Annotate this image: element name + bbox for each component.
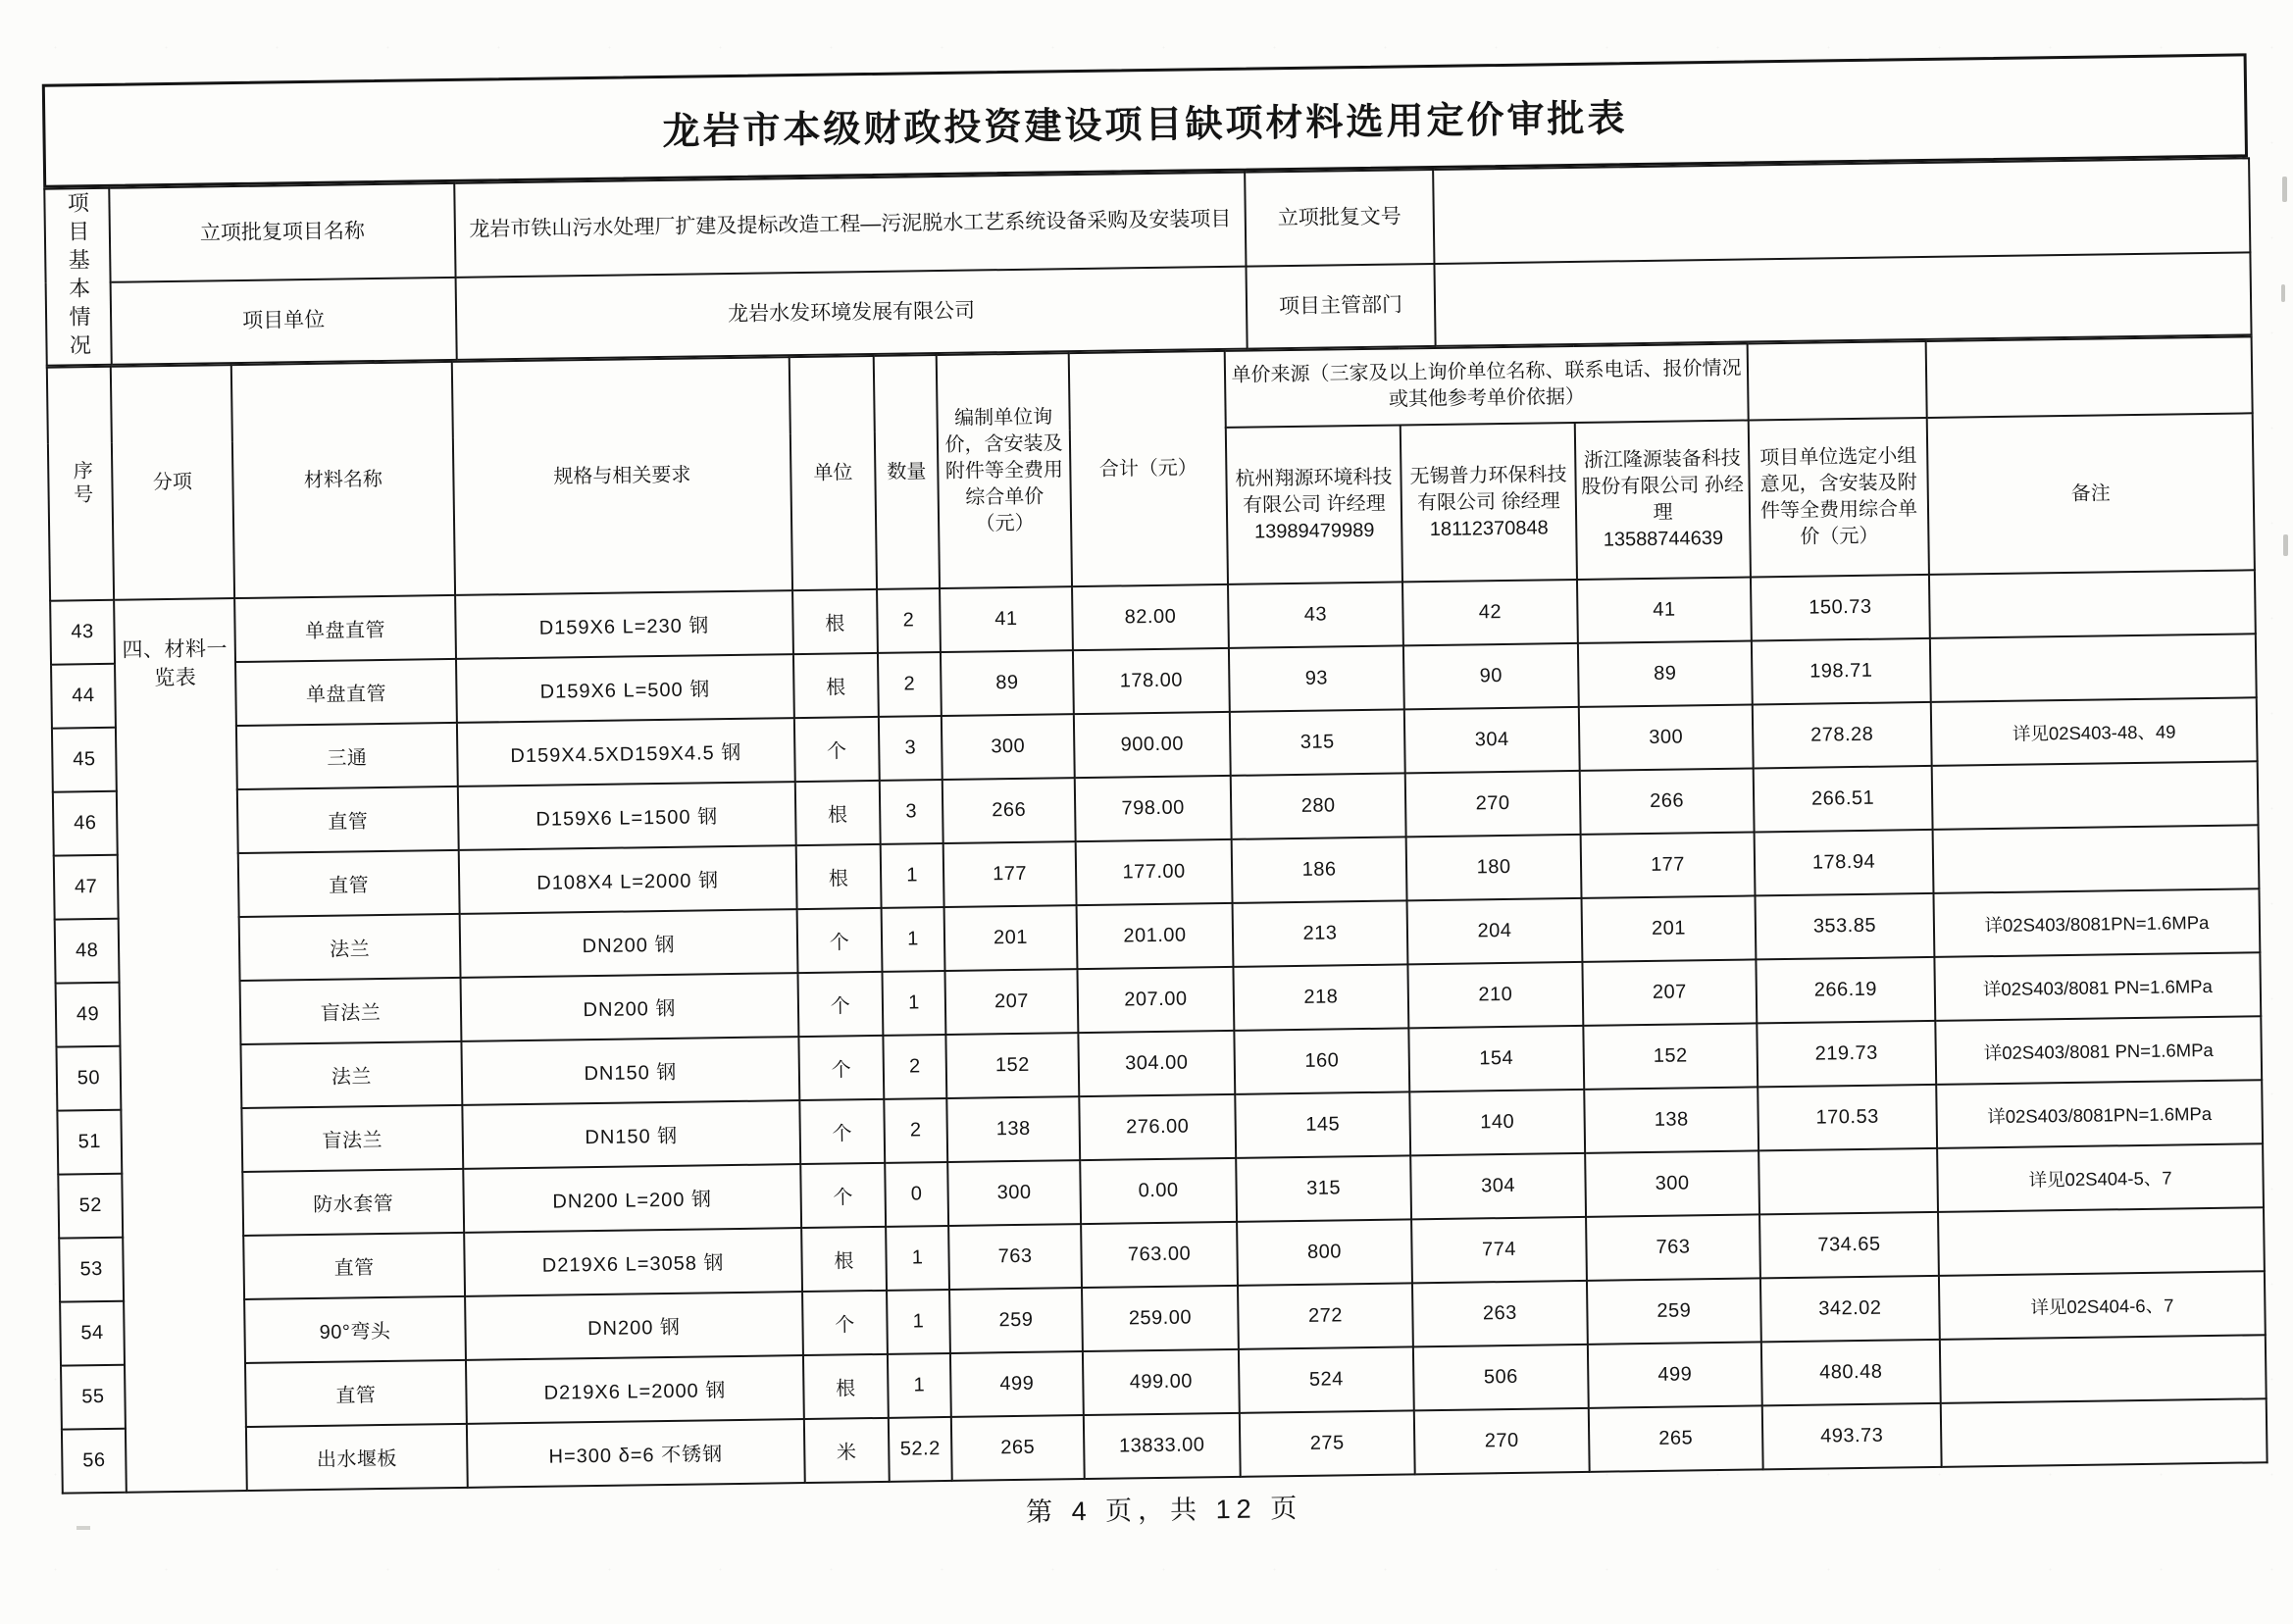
- cell-selected: 493.73: [1762, 1403, 1942, 1470]
- cell-unit: 根: [796, 844, 882, 909]
- scan-artifact: [2283, 534, 2288, 556]
- cell-name: 法兰: [239, 914, 461, 981]
- cell-quote1: 315: [1236, 1155, 1411, 1221]
- cell-quote1: 145: [1235, 1091, 1410, 1157]
- cell-selected: [1758, 1148, 1938, 1215]
- vendor-3-phone: 13588744639: [1603, 527, 1724, 551]
- approval-form: [42, 53, 2268, 1542]
- cell-unit-price: 300: [947, 1160, 1081, 1226]
- cell-quote3: 300: [1579, 704, 1754, 770]
- cell-selected: 150.73: [1751, 575, 1930, 641]
- cell-unit-price: 763: [948, 1224, 1082, 1290]
- col-header-unit: 单位: [790, 356, 877, 590]
- cell-selected: 178.94: [1755, 830, 1934, 896]
- cell-selected: 170.53: [1758, 1085, 1937, 1151]
- cell-name: 直管: [245, 1360, 467, 1427]
- cell-selected: 219.73: [1757, 1021, 1936, 1088]
- cell-unit: 个: [798, 1036, 884, 1100]
- cell-selected: 342.02: [1760, 1276, 1940, 1343]
- cell-spec: D159X6 L=500 钢: [456, 654, 794, 723]
- cell-spec: D219X6 L=3058 钢: [464, 1228, 802, 1296]
- cell-qty: 3: [880, 780, 943, 844]
- cell-seq: 43: [50, 600, 115, 665]
- cell-spec: D108X4 L=2000 钢: [459, 845, 797, 914]
- cell-quote1: 213: [1233, 900, 1408, 966]
- col-header-material: 材料名称: [231, 362, 455, 598]
- cell-name: 单盘直管: [235, 659, 457, 726]
- cell-name: 防水套管: [242, 1169, 464, 1236]
- cell-unit: 个: [797, 908, 883, 973]
- material-pricing-table: [46, 335, 2268, 1494]
- cell-quote3: 207: [1582, 959, 1757, 1025]
- cell-quote3: 89: [1578, 640, 1753, 706]
- vendor-2-header: [1401, 423, 1577, 582]
- cell-quote2: 90: [1403, 643, 1579, 709]
- col-header-qty: 数量: [874, 355, 940, 589]
- cell-quote3: 152: [1583, 1023, 1758, 1089]
- cell-spec: DN200 L=200 钢: [463, 1164, 801, 1233]
- cell-unit: 个: [802, 1291, 888, 1355]
- cell-name: 三通: [236, 723, 458, 789]
- cell-name: 直管: [243, 1233, 465, 1299]
- cell-unit-price: 259: [949, 1288, 1083, 1353]
- cell-remark: 详02S403/8081PN=1.6MPa: [1933, 888, 2260, 957]
- cell-selected: 198.71: [1752, 638, 1931, 705]
- cell-quote3: 265: [1589, 1405, 1763, 1471]
- cell-spec: DN200 钢: [460, 909, 798, 978]
- cell-qty: 1: [887, 1290, 950, 1354]
- price-source-group-header: 单价来源（三家及以上询价单位名称、联系电话、报价情况或其他参考单价依据）: [1225, 344, 1749, 428]
- vendor-3-name: 浙江隆源装备科技股份有限公司: [1581, 447, 1741, 498]
- cell-quote2: 210: [1407, 962, 1583, 1028]
- page-number: 第 4 页，共 12 页: [1025, 1493, 1303, 1527]
- cell-remark: 详02S403/8081 PN=1.6MPa: [1935, 1016, 2262, 1085]
- cell-unit-price: 201: [944, 905, 1078, 971]
- cell-unit-price: 177: [943, 841, 1077, 907]
- cell-total: 13833.00: [1084, 1413, 1241, 1479]
- cell-unit: 米: [804, 1418, 890, 1483]
- cell-quote1: 160: [1234, 1028, 1409, 1093]
- col-header-fenxiang: 分项: [111, 365, 234, 600]
- cell-name: 盲法兰: [241, 1105, 463, 1172]
- cell-quote2: 270: [1414, 1408, 1590, 1474]
- col-header-seq: 序号: [47, 367, 114, 601]
- project-info-table: [43, 157, 2252, 366]
- cell-quote2: 154: [1408, 1026, 1584, 1091]
- cell-quote3: 763: [1586, 1214, 1760, 1280]
- vendor-1-name: 杭州翔源环境科技有限公司: [1235, 466, 1393, 517]
- cell-qty: 2: [884, 1098, 947, 1163]
- cell-quote1: 186: [1232, 837, 1407, 902]
- cell-unit-price: 300: [942, 714, 1075, 780]
- cell-selected: 734.65: [1759, 1212, 1939, 1279]
- cell-quote2: 270: [1405, 771, 1581, 837]
- cell-remark: [1941, 1398, 2268, 1467]
- info-group-label-text: 项目基本情况: [65, 191, 92, 363]
- cell-spec: D159X6 L=230 钢: [455, 590, 793, 659]
- cell-selected: 480.48: [1761, 1340, 1941, 1406]
- cell-quote2: 304: [1410, 1153, 1586, 1219]
- cell-remark: 详见02S404-5、7: [1937, 1143, 2264, 1212]
- cell-seq: 53: [59, 1238, 124, 1302]
- cell-qty: 0: [885, 1162, 948, 1227]
- cell-total: 201.00: [1077, 903, 1234, 969]
- project-unit-value: 龙岩水发环境发展有限公司: [456, 267, 1248, 360]
- cell-total: 763.00: [1081, 1222, 1238, 1288]
- vendor-1-header: [1226, 425, 1402, 584]
- supervising-department-label: 项目主管部门: [1246, 264, 1435, 348]
- cell-total: 499.00: [1083, 1349, 1240, 1415]
- cell-quote3: 177: [1581, 832, 1756, 897]
- cell-quote3: 201: [1582, 895, 1757, 961]
- cell-remark: [1932, 761, 2259, 830]
- vendor-2-contact: 徐经理: [1501, 489, 1560, 513]
- cell-seq: 52: [58, 1174, 123, 1239]
- cell-unit-price: 138: [946, 1096, 1080, 1162]
- cell-quote2: 304: [1404, 707, 1580, 773]
- cell-qty: 1: [888, 1353, 951, 1418]
- cell-selected: 266.19: [1756, 957, 1935, 1024]
- supervising-department-value: [1434, 253, 2251, 346]
- col-header-remark: 备注: [1927, 413, 2255, 575]
- cell-seq: 54: [60, 1301, 125, 1366]
- cell-remark: 详见02S403-48、49: [1931, 697, 2258, 766]
- cell-unit: 根: [801, 1227, 887, 1292]
- cell-qty: 2: [883, 1035, 946, 1099]
- cell-name: 单盘直管: [234, 595, 456, 662]
- cell-name: 直管: [237, 787, 459, 853]
- cell-qty: 2: [878, 652, 942, 717]
- cell-name: 直管: [238, 850, 460, 917]
- cell-unit-price: 499: [950, 1351, 1084, 1417]
- cell-unit: 根: [792, 589, 878, 654]
- approval-doc-number-value: [1433, 158, 2250, 264]
- col-header-selected: 项目单位选定小组意见，含安装及附件等全费用综合单价（元）: [1749, 418, 1929, 578]
- cell-seq: 48: [55, 919, 120, 984]
- cell-total: 276.00: [1079, 1094, 1236, 1160]
- cell-qty: 1: [882, 907, 945, 972]
- cell-unit: 个: [800, 1163, 886, 1228]
- cell-name: 90°弯头: [244, 1296, 466, 1363]
- cell-qty: 1: [881, 843, 944, 908]
- cell-quote2: 204: [1407, 898, 1583, 964]
- cell-unit-price: 89: [941, 650, 1074, 716]
- info-group-label: [44, 188, 112, 366]
- cell-seq: 47: [54, 855, 119, 920]
- cell-quote1: 218: [1233, 964, 1408, 1030]
- cell-quote1: 280: [1231, 773, 1406, 838]
- cell-remark: [1929, 570, 2256, 638]
- vendor-3-header: [1575, 420, 1751, 579]
- cell-seq: 44: [51, 664, 116, 729]
- cell-quote1: 315: [1230, 709, 1405, 775]
- vendor-1-phone: 13989479989: [1253, 519, 1375, 543]
- cell-total: 798.00: [1075, 776, 1232, 841]
- cell-spec: D219X6 L=2000 钢: [466, 1355, 804, 1424]
- empty-cell-above-remark: [1926, 336, 2253, 418]
- cell-remark: [1938, 1207, 2265, 1276]
- cell-name: 出水堰板: [246, 1424, 468, 1491]
- cell-remark: 详见02S404-6、7: [1939, 1271, 2266, 1340]
- vendor-2-phone: 18112370848: [1429, 516, 1549, 540]
- col-header-spec: 规格与相关要求: [452, 357, 792, 595]
- cell-name: 法兰: [240, 1041, 462, 1108]
- scan-artifact: [2282, 177, 2287, 202]
- vendor-3-contact: 孙经理: [1653, 474, 1745, 524]
- cell-unit: 根: [795, 781, 881, 845]
- approval-doc-number-label: 立项批复文号: [1245, 170, 1434, 267]
- cell-remark: 详02S403/8081PN=1.6MPa: [1936, 1080, 2263, 1148]
- cell-spec: D159X4.5XD159X4.5 钢: [457, 718, 795, 787]
- cell-total: 82.00: [1072, 584, 1229, 650]
- cell-quote1: 524: [1239, 1346, 1414, 1412]
- col-header-unit-price: 编制单位询价，含安装及附件等全费用综合单价（元）: [937, 353, 1072, 588]
- cell-qty: 52.2: [889, 1417, 952, 1482]
- cell-quote2: 42: [1402, 580, 1578, 645]
- cell-unit: 根: [793, 653, 879, 718]
- cell-total: 0.00: [1080, 1158, 1237, 1224]
- cell-remark: [1933, 825, 2260, 893]
- cell-seq: 51: [57, 1110, 122, 1175]
- scan-speckle: [76, 1526, 90, 1530]
- cell-unit: 根: [803, 1354, 889, 1419]
- cell-quote1: 43: [1228, 582, 1403, 647]
- cell-selected: 278.28: [1753, 702, 1932, 769]
- cell-spec: DN150 钢: [462, 1100, 800, 1169]
- cell-quote3: 41: [1577, 577, 1752, 642]
- cell-quote2: 774: [1411, 1217, 1587, 1283]
- form-title: 龙岩市本级财政投资建设项目缺项材料选用定价审批表: [42, 53, 2248, 187]
- cell-spec: D159X6 L=1500 钢: [458, 782, 796, 850]
- cell-remark: [1930, 634, 2257, 702]
- cell-seq: 50: [56, 1046, 121, 1111]
- cell-seq: 46: [53, 791, 118, 856]
- scan-artifact: [2281, 284, 2285, 302]
- cell-quote1: 275: [1240, 1410, 1415, 1476]
- cell-remark: 详02S403/8081 PN=1.6MPa: [1934, 952, 2261, 1021]
- cell-unit: 个: [797, 972, 883, 1037]
- cell-spec: DN200 钢: [461, 973, 799, 1041]
- cell-total: 178.00: [1073, 648, 1230, 714]
- cell-qty: 2: [877, 588, 941, 653]
- project-unit-label: 项目单位: [111, 278, 457, 365]
- cell-unit-price: 266: [943, 778, 1076, 843]
- cell-quote2: 140: [1409, 1090, 1585, 1155]
- cell-unit-price: 265: [951, 1415, 1085, 1481]
- cell-quote3: 266: [1580, 768, 1755, 834]
- cell-spec: H=300 δ=6 不锈钢: [467, 1419, 805, 1488]
- cell-qty: 3: [879, 716, 943, 781]
- cell-quote3: 259: [1587, 1278, 1761, 1344]
- cell-total: 304.00: [1078, 1031, 1235, 1096]
- vendor-2-name: 无锡普力环保科技有限公司: [1409, 463, 1567, 514]
- cell-total: 259.00: [1082, 1286, 1239, 1351]
- cell-unit: 个: [799, 1099, 885, 1164]
- material-rows: [50, 570, 2268, 1493]
- cell-seq: 55: [61, 1365, 126, 1430]
- cell-selected: 266.51: [1754, 766, 1933, 833]
- cell-quote3: 499: [1588, 1342, 1762, 1407]
- cell-quote1: 93: [1229, 645, 1404, 711]
- group-cell-fenxiang: 四、材料一览表: [114, 598, 247, 1493]
- cell-quote2: 180: [1406, 835, 1582, 900]
- cell-quote2: 263: [1412, 1281, 1588, 1346]
- approved-project-name-value: 龙岩市铁山污水处理厂扩建及提标改造工程—污泥脱水工艺系统设备采购及安装项目: [454, 173, 1246, 279]
- cell-total: 900.00: [1074, 712, 1231, 778]
- cell-spec: DN200 钢: [465, 1292, 803, 1360]
- cell-unit-price: 207: [944, 969, 1078, 1035]
- cell-seq: 56: [62, 1429, 127, 1494]
- cell-spec: DN150 钢: [461, 1037, 799, 1105]
- cell-selected: 353.85: [1756, 893, 1935, 960]
- empty-cell-above-selected: [1748, 341, 1927, 421]
- approved-project-name-label: 立项批复项目名称: [109, 183, 455, 282]
- cell-remark: [1940, 1335, 2267, 1403]
- cell-name: 盲法兰: [240, 978, 462, 1044]
- cell-seq: 49: [56, 983, 121, 1047]
- cell-unit-price: 152: [945, 1033, 1079, 1098]
- cell-quote3: 300: [1585, 1150, 1759, 1216]
- cell-qty: 1: [886, 1226, 949, 1291]
- cell-seq: 45: [52, 728, 117, 792]
- cell-qty: 1: [882, 971, 945, 1036]
- cell-unit-price: 41: [940, 586, 1073, 652]
- cell-unit: 个: [794, 717, 880, 782]
- vendor-1-contact: 许经理: [1326, 492, 1386, 516]
- cell-quote2: 506: [1413, 1345, 1589, 1410]
- cell-quote1: 272: [1238, 1283, 1413, 1348]
- cell-total: 207.00: [1077, 967, 1234, 1033]
- cell-quote3: 138: [1584, 1087, 1758, 1152]
- cell-total: 177.00: [1076, 839, 1233, 905]
- cell-quote1: 800: [1237, 1219, 1412, 1285]
- col-header-total: 合计（元）: [1069, 351, 1228, 586]
